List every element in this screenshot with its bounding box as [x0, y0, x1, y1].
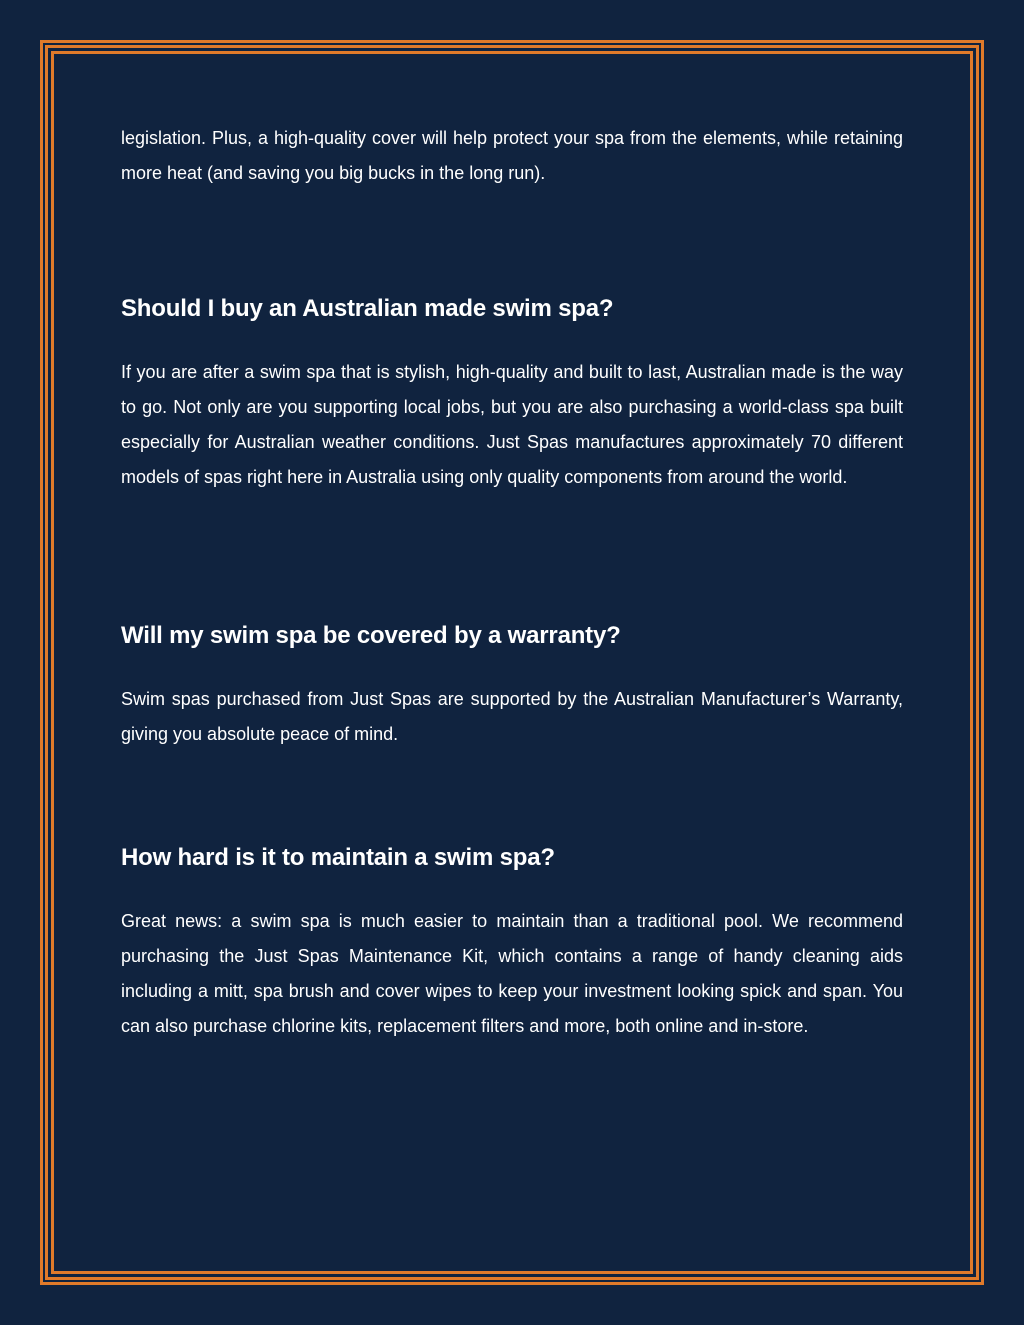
section-heading-australian-made: Should I buy an Australian made swim spa?: [121, 295, 614, 322]
section-heading-maintenance: How hard is it to maintain a swim spa?: [121, 844, 555, 871]
section-body-warranty: Swim spas purchased from Just Spas are supported by the Australian Manufacturer’s Warranty, giving you absolute peace of mind.: [121, 689, 903, 744]
section-heading-warranty: Will my swim spa be covered by a warranty?: [121, 622, 621, 649]
intro-paragraph: legislation. Plus, a high-quality cover will help protect your spa from the elements, while retaining more heat (and saving you big bucks in the long run).: [121, 128, 903, 183]
page-border-inner: [51, 51, 973, 1274]
section-body-maintenance: Great news: a swim spa is much easier to maintain than a traditional pool. We recommend purchasing the Just Spas Maintenance Kit, which contains a range of handy cleaning aids including a mitt, spa brush and cover wipes to keep your investment looking spick and span. You can also purchase chlorine kits, replacement filters and more, both online and in-store.: [121, 911, 903, 1036]
section-body-australian-made: If you are after a swim spa that is stylish, high-quality and built to last, Australian made is the way to go. Not only are you supporting local jobs, but you are also purchasing a world-class spa built especially for Australian weather conditions. Just Spas manufactures approximately 70 different models of spas right here in Australia using only quality components from around the world.: [121, 362, 903, 487]
